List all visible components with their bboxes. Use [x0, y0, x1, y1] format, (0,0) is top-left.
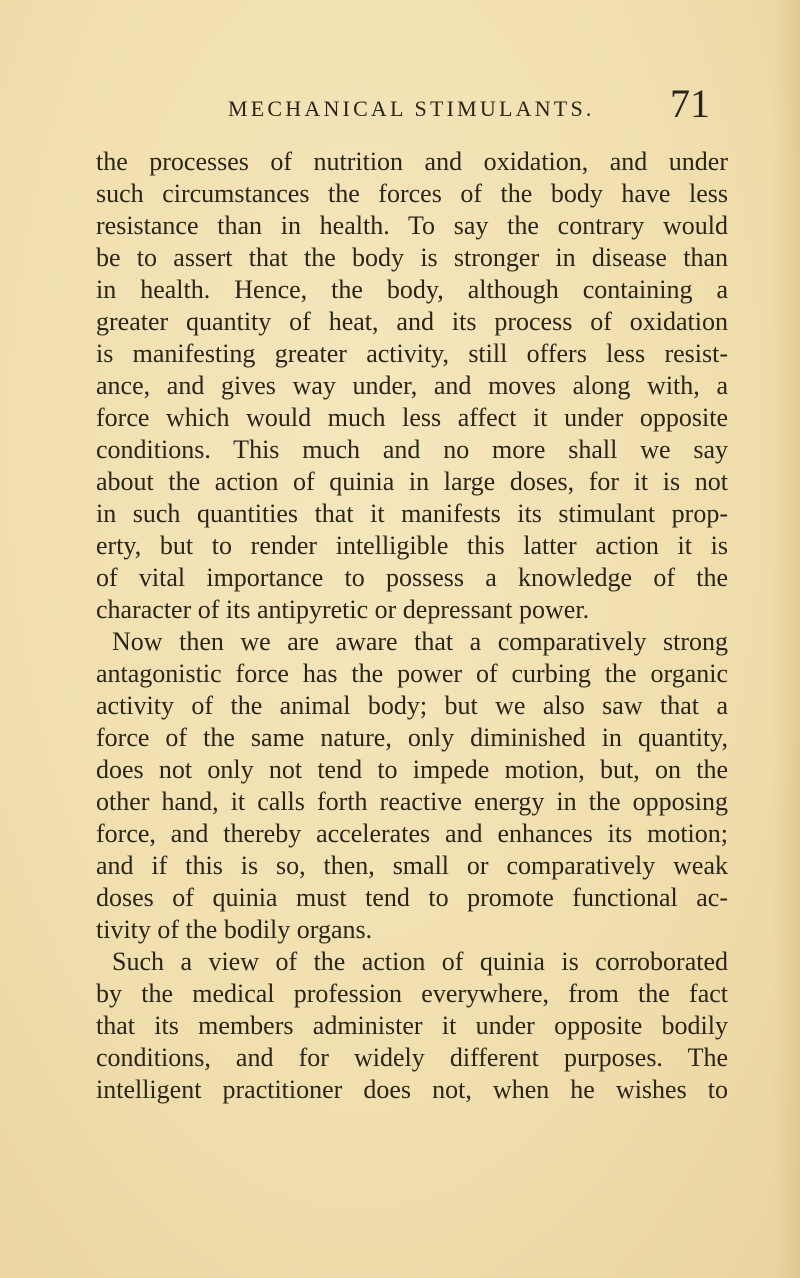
page-edge-shadow: [772, 0, 800, 1278]
text-line: the processes of nutrition and oxidation, and under: [96, 147, 728, 176]
text-line: be to assert that the body is stronger in disease than: [96, 243, 728, 272]
text-line: other hand, it calls forth reactive energy in the opposing: [96, 787, 728, 816]
text-line: activity of the animal body; but we also saw that a: [96, 691, 728, 720]
text-line: Now then we are aware that a comparatively strong: [112, 627, 728, 656]
text-line: greater quantity of heat, and its process of oxidation: [96, 307, 728, 336]
body-text: [96, 146, 728, 1106]
text-line: resistance than in health. To say the contrary would: [96, 211, 728, 240]
text-line: Such a view of the action of quinia is corroborated: [112, 947, 728, 976]
text-line: by the medical profession everywhere, from the fact: [96, 979, 728, 1008]
text-line: is manifesting greater activity, still offers less resist-: [96, 339, 728, 368]
text-line: character of its antipyretic or depressant power.: [96, 595, 590, 624]
running-head: MECHANICAL STIMULANTS.: [228, 96, 595, 121]
text-line: force, and thereby accelerates and enhances its motion;: [96, 819, 728, 848]
text-line: does not only not tend to impede motion, but, on the: [96, 755, 728, 784]
text-line: ance, and gives way under, and moves along with, a: [96, 371, 728, 400]
text-line: doses of quinia must tend to promote functional ac-: [96, 883, 728, 912]
text-line: force which would much less affect it under opposite: [96, 403, 728, 432]
text-line: in health. Hence, the body, although containing a: [96, 275, 728, 304]
text-line: conditions. This much and no more shall we say: [96, 435, 728, 464]
text-line: such circumstances the forces of the body have less: [96, 179, 728, 208]
text-line: antagonistic force has the power of curbing the organic: [96, 659, 728, 688]
text-line: tivity of the bodily organs.: [96, 915, 373, 944]
text-line: erty, but to render intelligible this latter action it is: [96, 531, 728, 560]
text-line: in such quantities that it manifests its stimulant prop-: [96, 499, 728, 528]
text-line: that its members administer it under opposite bodily: [96, 1011, 728, 1040]
text-line: conditions, and for widely different purposes. The: [96, 1043, 728, 1072]
text-line: of vital importance to possess a knowledge of the: [96, 563, 728, 592]
text-line: about the action of quinia in large doses, for it is not: [96, 467, 728, 496]
text-line: force of the same nature, only diminished in quantity,: [96, 723, 728, 752]
page-number: 71: [670, 81, 710, 126]
text-line: intelligent practitioner does not, when he wishes to: [96, 1075, 728, 1104]
text-line: and if this is so, then, small or comparatively weak: [96, 851, 728, 880]
